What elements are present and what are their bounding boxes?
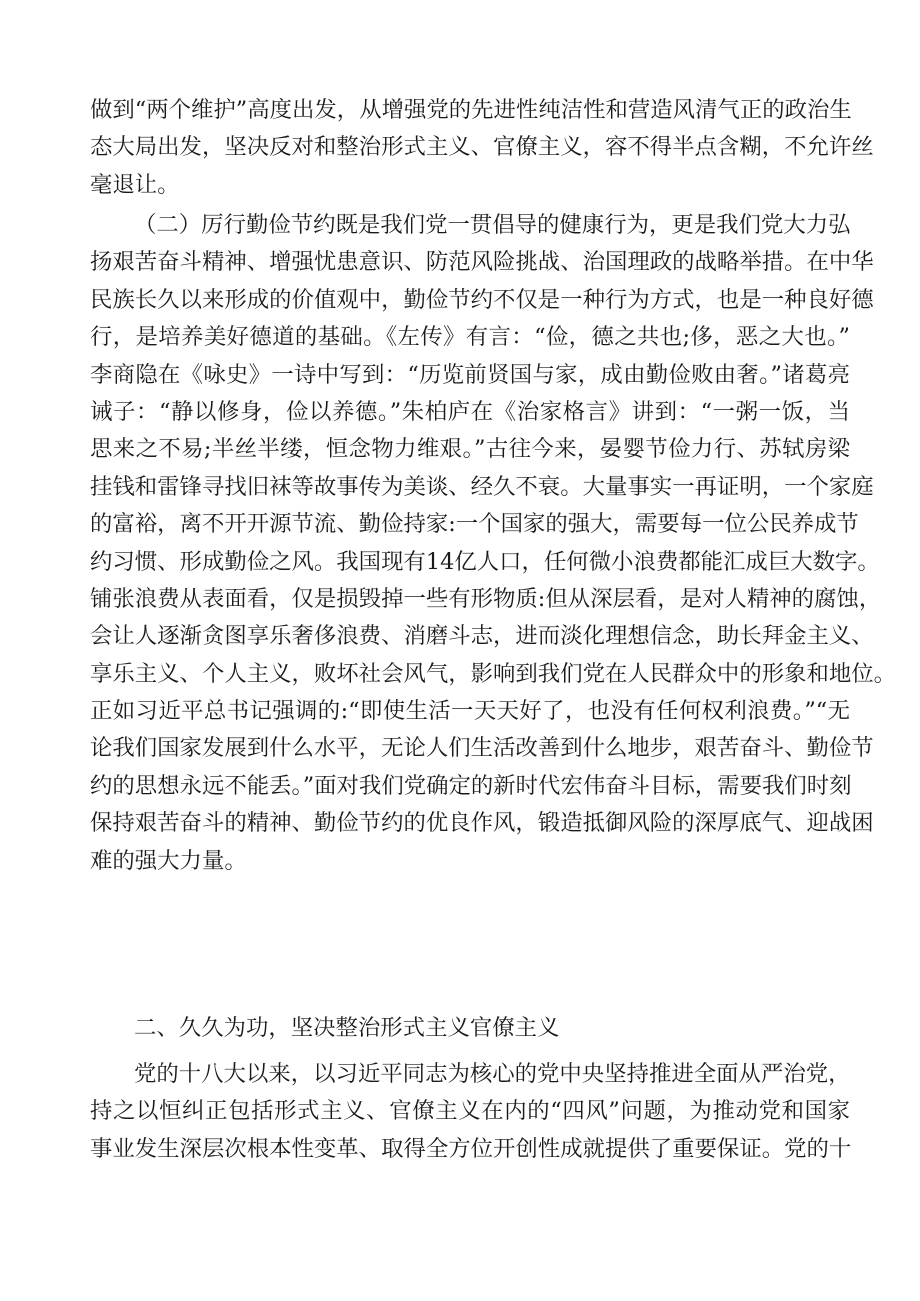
text-line: 挂钱和雷锋寻找旧袜等故事传为美谈、经久不衰。大量事实一再证明，一个家庭 <box>90 473 874 500</box>
section-heading-block <box>90 1010 850 1047</box>
paragraph-since-18th-congress <box>90 1056 850 1168</box>
text-line: （二）厉行勤俭节约既是我们党一贯倡导的健康行为，更是我们党大力弘 <box>134 212 851 238</box>
section-heading: 二、久久为功，坚决整治形式主义官僚主义 <box>134 1015 560 1041</box>
text-line: 诫子：“静以修身，俭以养德。”朱柏庐在《治家格言》讲到：“一粥一饭，当 <box>90 398 850 425</box>
paragraph-continuation <box>90 92 874 204</box>
text-line: 态大局出发，坚决反对和整治形式主义、官僚主义，容不得半点含糊，不允许丝 <box>90 134 874 161</box>
text-line: 享乐主义、个人主义，败坏社会风气，影响到我们党在人民群众中的形象和地位。 <box>90 660 897 687</box>
text-line: 的富裕，离不开开源节流、勤俭持家:一个国家的强大，需要每一位公民养成节 <box>90 511 859 538</box>
text-line: 李商隐在《咏史》一诗中写到：“历览前贤国与家，成由勤俭败由奢。”诸葛亮 <box>90 361 850 388</box>
text-line: 保持艰苦奋斗的精神、勤俭节约的优良作风，锻造抵御风险的深厚底气、迎战困 <box>90 810 874 837</box>
text-line: 思来之不易;半丝半缕，恒念物力维艰。”古往今来，晏婴节俭力行、苏轼房梁 <box>90 436 850 463</box>
text-line: 扬艰苦奋斗精神、增强忧患意识、防范风险挑战、治国理政的战略举措。在中华 <box>90 249 874 276</box>
paragraph-thrift <box>90 207 897 880</box>
text-line: 做到“两个维护”高度出发，从增强党的先进性纯洁性和营造风清气正的政治生 <box>90 97 852 123</box>
text-line: 事业发生深层次根本性变革、取得全方位开创性成就提供了重要保证。党的十 <box>90 1135 852 1162</box>
text-line: 行，是培养美好德道的基础。《左传》有言：“俭，德之共也;侈，恶之大也。” <box>90 324 850 351</box>
text-line: 民族长久以来形成的价值观中，勤俭节约不仅是一种行为方式，也是一种良好德 <box>90 286 874 313</box>
text-line: 论我们国家发展到什么水平，无论人们生活改善到什么地步，艰苦奋斗、勤俭节 <box>90 735 874 762</box>
text-line: 毫退让。 <box>90 171 180 198</box>
text-line: 难的强大力量。 <box>90 847 247 874</box>
text-line: 党的十八大以来，以习近平同志为核心的党中央坚持推进全面从严治党， <box>134 1061 851 1087</box>
text-line: 约习惯、形成勤俭之风。我国现有14亿人口，任何微小浪费都能汇成巨大数字。 <box>90 548 880 575</box>
text-line: 持之以恒纠正包括形式主义、官僚主义在内的“四风”问题，为推动党和国家 <box>90 1098 850 1125</box>
text-line: 铺张浪费从表面看，仅是损毁掉一些有形物质:但从深层看，是对人精神的腐蚀， <box>90 585 882 612</box>
text-line: 约的思想永远不能丢。”面对我们党确定的新时代宏伟奋斗目标，需要我们时刻 <box>90 772 852 799</box>
text-line: 正如习近平总书记强调的:“即使生活一天天好了，也没有任何权利浪费。”“无 <box>90 698 850 725</box>
text-line: 会让人逐渐贪图享乐奢侈浪费、消磨斗志，进而淡化理想信念，助长拜金主义、 <box>90 623 874 650</box>
